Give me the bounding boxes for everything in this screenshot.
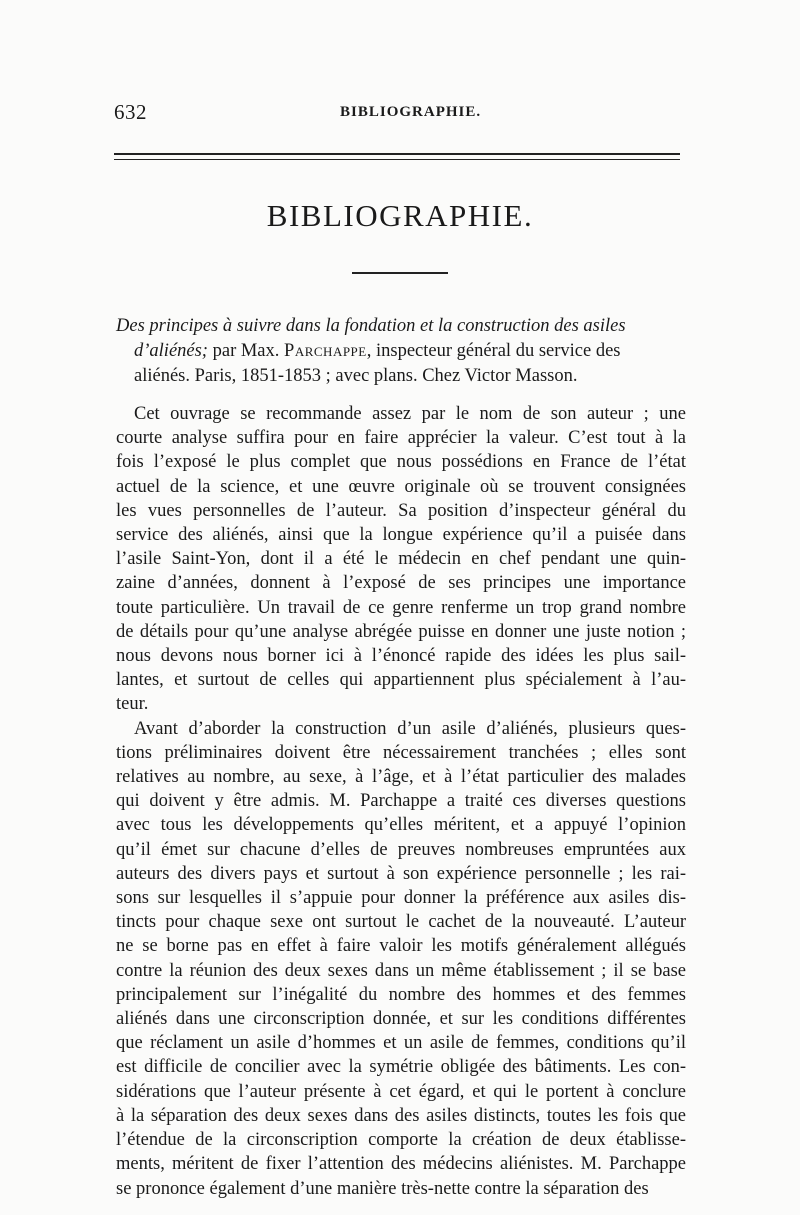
text-line: service des aliénés, ainsi que la longue expérience qu’il a puisée dans — [116, 525, 686, 546]
text-line: tincts pour chaque sexe ont surtout le cachet de la nouveauté. L’auteur — [116, 912, 686, 933]
text-line: qu’il émet sur chacune d’elles de preuves nombreuses empruntées aux — [116, 839, 686, 860]
text-line: teur. — [116, 694, 149, 715]
text-line: ne se borne pas en effet à faire valoir les motifs généralement allégués — [116, 936, 686, 957]
text-line: l’étendue de la circonscription comporte la création de deux établisse- — [116, 1130, 686, 1151]
text-line: lantes, et surtout de celles qui appartiennent plus spécialement à l’au- — [116, 670, 686, 691]
entry-author-role: , inspecteur général du service des — [366, 341, 621, 361]
text-line: sidérations que l’auteur présente à cet égard, et qui le portent à conclure — [116, 1081, 686, 1102]
page-number: 632 — [114, 100, 147, 124]
text-line: courte analyse suffira pour en faire apprécier la valeur. C’est tout à la — [116, 428, 686, 449]
text-line: les vues personnelles de l’auteur. Sa position d’inspecteur général du — [116, 500, 686, 521]
header-double-rule — [114, 153, 680, 160]
text-line: que réclament un asile d’hommes et un asile de femmes, conditions qu’il — [116, 1033, 686, 1054]
section-title: BIBLIOGRAPHIE. — [266, 198, 534, 233]
entry-line-2 — [116, 339, 686, 364]
text-line: toute particulière. Un travail de ce genre renferme un trop grand nombre — [116, 597, 686, 618]
text-line: Cet ouvrage se recommande assez par le nom de son auteur ; une — [134, 404, 686, 424]
text-line: l’asile Saint-Yon, dont il a été le médecin en chef pendant une quin- — [116, 549, 686, 570]
paragraph — [116, 717, 686, 1201]
text-line: Avant d’aborder la construction d’un asile d’aliénés, plusieurs ques- — [134, 718, 686, 739]
entry-title: Des principes à suivre dans la fondation et la construction des asiles — [116, 316, 626, 336]
text-line: nous devons nous borner ici à l’énoncé rapide des idées les plus sail- — [116, 646, 686, 667]
text-line: tions préliminaires doivent être nécessairement tranchées ; elles sont — [116, 742, 686, 763]
title-rule — [352, 272, 448, 274]
entry-line-3: aliénés. Paris, 1851-1853 ; avec plans. Chez Victor Masson. — [134, 366, 578, 386]
text-line: qui doivent y être admis. M. Parchappe a traité ces diverses questions — [116, 791, 686, 812]
paragraph — [116, 402, 686, 717]
entry-title-continued: d’aliénés; — [134, 341, 208, 361]
running-title: BIBLIOGRAPHIE. — [340, 104, 482, 120]
entry-author: Parchappe — [284, 341, 367, 361]
text-line: à la séparation des deux sexes dans des asiles distincts, toutes les fois que — [116, 1105, 686, 1126]
text-line: de détails pour qu’une analyse abrégée puisse en donner une juste notion ; — [116, 621, 686, 642]
body-text — [116, 402, 686, 1201]
text-line: auteurs des divers pays et surtout à son expérience personnelle ; les rai- — [116, 863, 686, 884]
text-line: se prononce également d’une manière très-nette contre la séparation des — [116, 1178, 649, 1199]
entry-line-1 — [116, 314, 686, 339]
bibliographic-entry — [116, 314, 686, 389]
text-line: sons sur lesquelles il s’appuie pour donner la préférence aux asiles dis- — [116, 888, 686, 909]
text-line: actuel de la science, et une œuvre originale où se trouvent consignées — [116, 476, 686, 497]
text-line: principalement sur l’inégalité du nombre des hommes et des femmes — [116, 984, 686, 1005]
text-line: aliénés dans une circonscription donnée, et sur les conditions différentes — [116, 1009, 686, 1030]
running-header — [114, 100, 680, 128]
text-line: ments, méritent de fixer l’attention des médecins aliénistes. M. Parchappe — [116, 1154, 686, 1175]
text-line: fois l’exposé le plus complet que nous possédions en France de l’état — [116, 452, 686, 473]
text-line: avec tous les développements qu’elles méritent, et a appuyé l’opinion — [116, 815, 686, 836]
text-line: contre la réunion des deux sexes dans un même établissement ; il se base — [116, 960, 686, 981]
text-line: zaine d’années, donnent à l’exposé de ses principes une importance — [116, 573, 686, 594]
text-line: est difficile de concilier avec la symétrie obligée des bâtiments. Les con- — [116, 1057, 686, 1078]
entry-by: par Max. — [207, 341, 285, 361]
text-line: relatives au nombre, au sexe, à l’âge, et à l’état particulier des malades — [116, 767, 686, 788]
